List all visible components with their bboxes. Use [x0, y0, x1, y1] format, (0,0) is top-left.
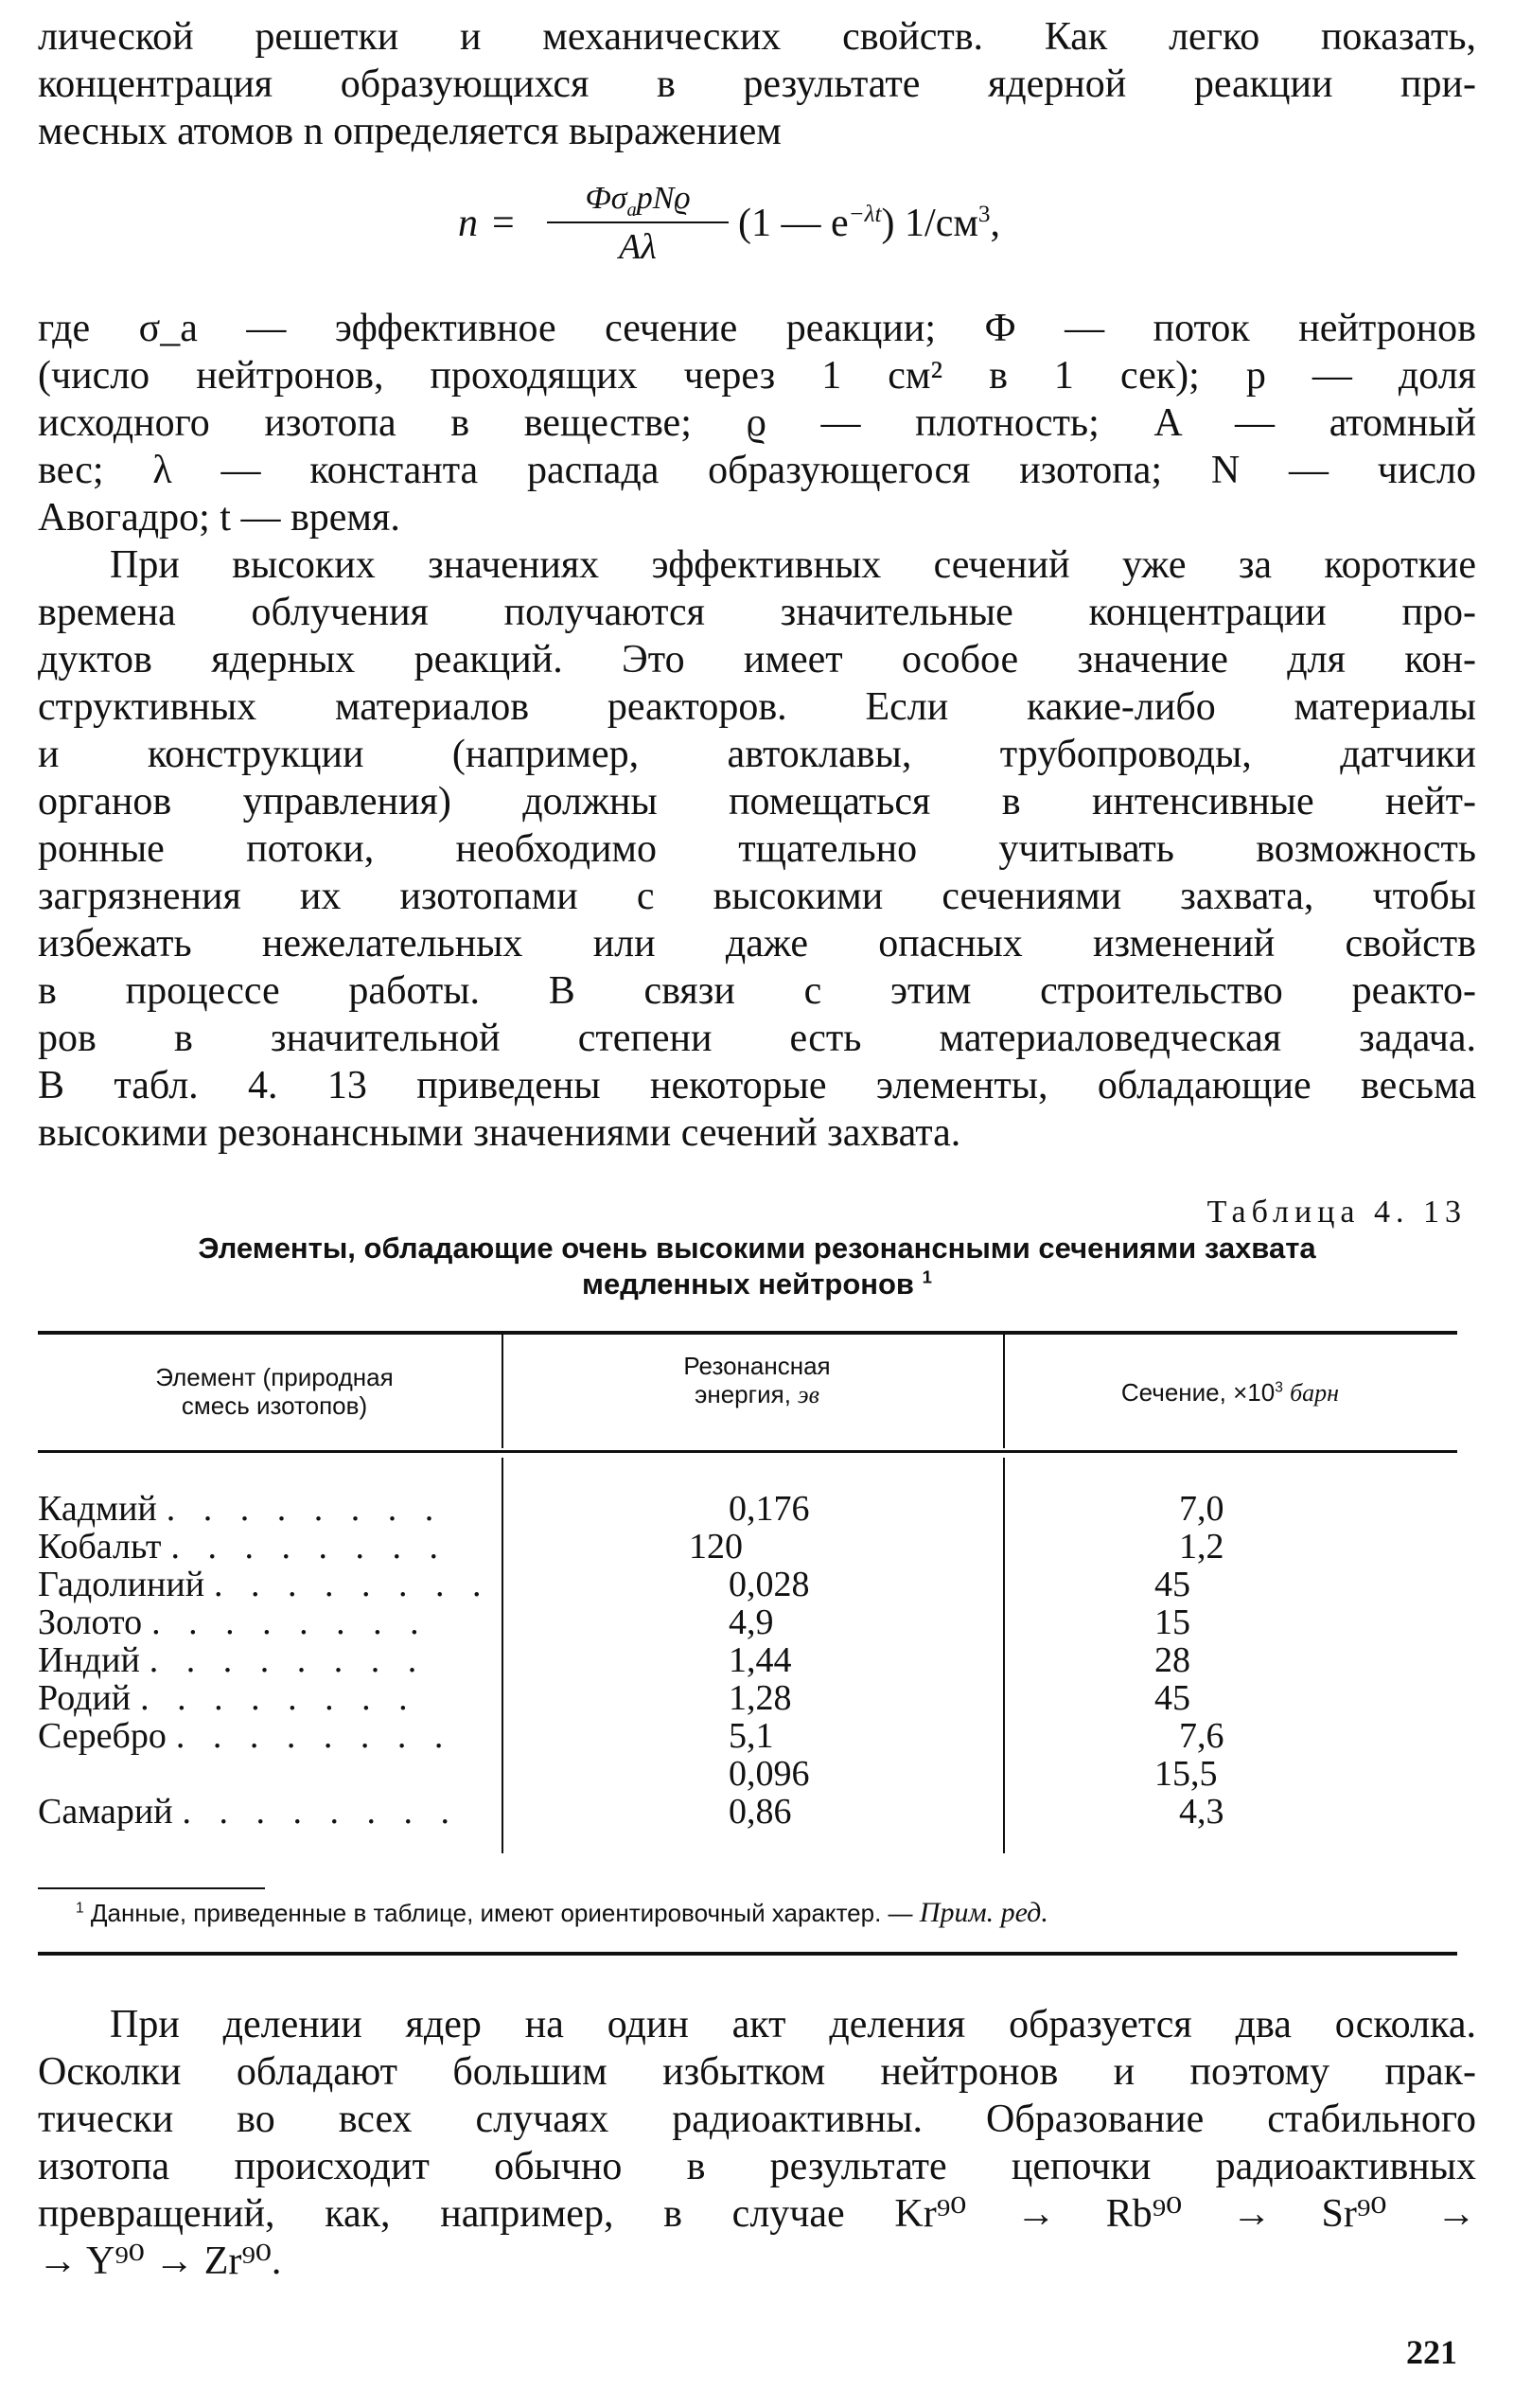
table-row: Гадолиний . . . . . . . .: [38, 1566, 491, 1603]
text-line: тически во всех случаях радиоактивны. Образование стабильного: [38, 2098, 1476, 2141]
table-row: Родий . . . . . . . .: [38, 1679, 417, 1717]
concentration-formula: [0, 180, 1514, 271]
table-cell: 1,28: [729, 1678, 792, 1718]
formula-equals: =: [492, 202, 515, 245]
table-cell: 4,9: [729, 1602, 774, 1642]
paragraph-fission: [38, 2001, 1476, 2285]
text-line: → Y⁹⁰ → Zr⁹⁰.: [38, 2240, 282, 2283]
paragraph-intro: [38, 13, 1476, 155]
table-header-divider: [1003, 1335, 1005, 1448]
text-line: вес; λ — константа распада образующегося изотопа; N — число: [38, 449, 1476, 492]
table-cell: 4,3: [1179, 1792, 1224, 1832]
formula-lhs: n: [458, 202, 478, 245]
column-energy: [681, 1490, 871, 1831]
fraction-bar: [547, 221, 729, 223]
text-line: При делении ядер на один акт деления образуется два осколка.: [110, 2003, 1476, 2046]
column-header-element: Элемент (природная смесь изотопов): [155, 1363, 394, 1420]
table-cell: 28: [1154, 1640, 1190, 1680]
table-cell: 120: [689, 1527, 743, 1567]
text-line: ров в значительной степени есть материаловедческая задача.: [38, 1017, 1476, 1060]
table-column-divider: [502, 1458, 503, 1853]
text-line: При высоких значениях эффективных сечений уже за короткие: [110, 543, 1476, 587]
column-header-section: Сечение, $\times 10^3$ барн: [1120, 1378, 1340, 1407]
table-footnote: $^1$ Данные, приведенные в таблице, имеют ориентировочный характер. — Прим. ред.: [76, 1897, 1048, 1928]
text-line: В табл. 4. 13 приведены некоторые элементы, обладающие весьма: [38, 1064, 1476, 1107]
table-cell: 0,096: [729, 1754, 810, 1794]
formula-fraction: [547, 180, 729, 267]
text-line: высокими резонансными значениями сечений захвата.: [38, 1111, 961, 1155]
table-row: Индий . . . . . . . .: [38, 1641, 427, 1679]
table-cell: 1,2: [1179, 1527, 1224, 1567]
text-line: времена облучения получаются значительные концентрации про-: [38, 591, 1476, 634]
text-line: ронные потоки, необходимо тщательно учитывать возможность: [38, 827, 1476, 871]
table-header-rule: [38, 1450, 1457, 1453]
table-row: Серебро . . . . . . . .: [38, 1717, 453, 1755]
table-row: Кобальт . . . . . . . .: [38, 1528, 448, 1566]
table-cell: 15: [1154, 1602, 1190, 1642]
table-header-divider: [502, 1335, 503, 1448]
table-cell: 45: [1154, 1678, 1190, 1718]
formula-tail: (1 — $e^{-\lambda t}$) $1/см^3$,: [738, 202, 1001, 245]
column-elements: [38, 1490, 492, 1831]
table-row: Золото . . . . . . . .: [38, 1603, 429, 1641]
table-cell: 1,44: [729, 1640, 792, 1680]
text-line: дуктов ядерных реакций. Это имеет особое значение для кон-: [38, 638, 1476, 682]
text-line: где σ_a — эффективное сечение реакции; Ф — поток нейтронов: [38, 307, 1476, 350]
text-line: и конструкции (например, автоклавы, трубопроводы, датчики: [38, 733, 1476, 776]
text-line: структивных материалов реакторов. Если какие-либо материалы: [38, 685, 1476, 729]
table-cell: 5,1: [729, 1716, 774, 1756]
column-header-energy: Резонансная энергия, эв: [683, 1352, 831, 1408]
text-line: загрязнения их изотопами с высокими сечениями захвата, чтобы: [38, 875, 1476, 918]
table-bottom-rule: [38, 1952, 1457, 1956]
table-cell: 0,028: [729, 1565, 810, 1604]
text-line: изотопа происходит обычно в результате цепочки радиоактивных: [38, 2145, 1476, 2188]
text-line: Авогадро; t — время.: [38, 496, 400, 540]
text-line: месных атомов n определяется выражением: [38, 110, 782, 153]
table-cell: 0,176: [729, 1489, 810, 1529]
table-title: Элементы, обладающие очень высокими резонансными сечениями захвата медленных нейтронов $^1$: [198, 1231, 1316, 1301]
table-cell: 45: [1154, 1565, 1190, 1604]
table-column-divider: [1003, 1458, 1005, 1853]
formula-denominator: Aλ: [619, 227, 657, 267]
table-cell: 15,5: [1154, 1754, 1218, 1794]
page-number: 221: [1406, 2333, 1457, 2371]
text-line: избежать нежелательных или даже опасных изменений свойств: [38, 922, 1476, 965]
text-line: органов управления) должны помещаться в интенсивные нейт-: [38, 780, 1476, 823]
table-row: Кадмий . . . . . . . .: [38, 1490, 444, 1528]
paragraph-definitions: [38, 305, 1476, 541]
table-top-rule: [38, 1331, 1457, 1335]
table-row: Самарий . . . . . . . .: [38, 1793, 460, 1831]
formula-numerator: $Ф\sigma_apNϱ$: [585, 181, 691, 221]
text-line: концентрация образующихся в результате ядерной реакции при-: [38, 62, 1476, 106]
table-cell: 7,0: [1179, 1489, 1224, 1529]
text-line: лической решетки и механических свойств. Как легко показать,: [38, 15, 1476, 59]
footnote-rule: [38, 1887, 265, 1889]
table-row: [38, 1755, 492, 1793]
text-line: в процессе работы. В связи с этим строительство реакто-: [38, 969, 1476, 1013]
table-cell: 0,86: [729, 1792, 792, 1832]
column-section: [1117, 1490, 1306, 1831]
text-line: (число нейтронов, проходящих через 1 см² в 1 сек); p — доля: [38, 354, 1476, 398]
text-line: исходного изотопа в веществе; ϱ — плотность; A — атомный: [38, 401, 1476, 445]
text-line: превращений, как, например, в случае Kr⁹⁰ → Rb⁹⁰ → Sr⁹⁰ →: [38, 2192, 1476, 2236]
paragraph-cross-sections: [38, 541, 1476, 1157]
text-line: Осколки обладают большим избытком нейтронов и поэтому прак-: [38, 2050, 1476, 2094]
table-number: Таблица 4. 13: [1206, 1195, 1467, 1230]
table-cell: 7,6: [1179, 1716, 1224, 1756]
